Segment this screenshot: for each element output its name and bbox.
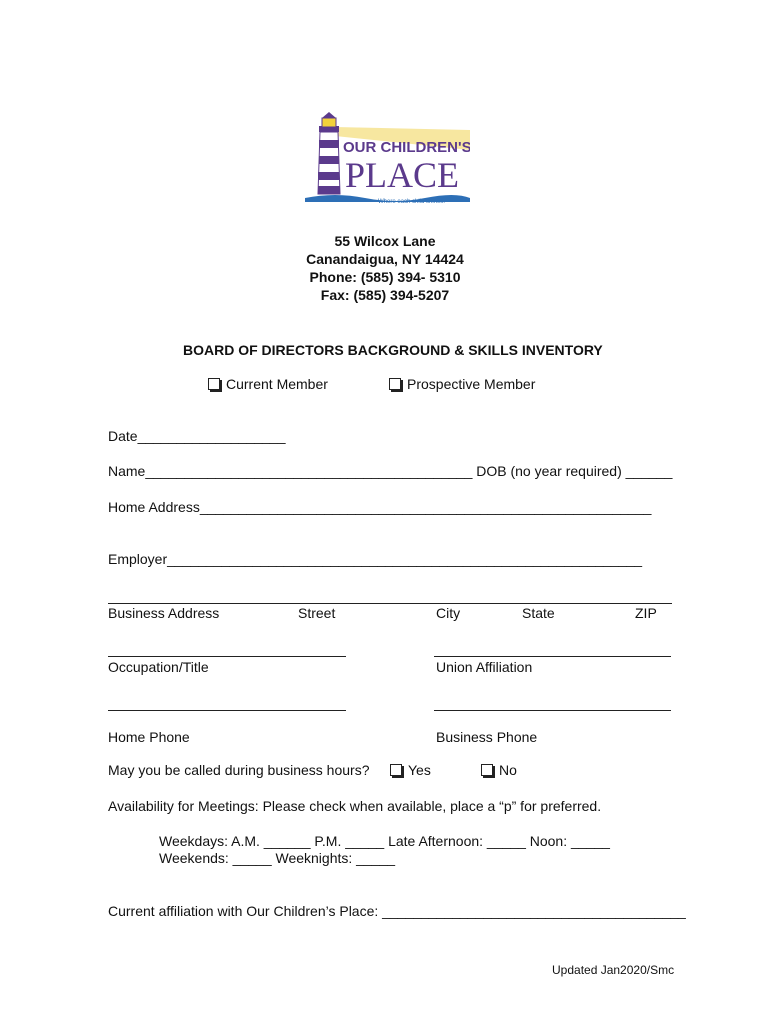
yes-label: Yes [408, 762, 431, 778]
yes-option[interactable] [390, 762, 431, 778]
prospective-member-option[interactable] [389, 376, 535, 392]
availability-instructions: Availability for Meetings: Please check when available, place a “p” for preferred. [108, 798, 602, 814]
street-label: Street [298, 605, 336, 621]
footer-updated: Updated Jan2020/Smc [552, 963, 675, 977]
called-question: May you be called during business hours? [108, 762, 370, 778]
employer-field[interactable]: Employer_____________________________________________________________ [108, 551, 643, 567]
address-city: Canandaigua, NY 14424 [306, 251, 464, 267]
no-label: No [499, 762, 517, 778]
city-label: City [436, 605, 461, 621]
svg-text:PLACE: PLACE [345, 155, 460, 195]
checkbox-icon[interactable] [208, 378, 220, 390]
address-fax: Fax: (585) 394-5207 [320, 287, 450, 303]
home-address-field[interactable]: Home Address__________________________________________________________ [108, 499, 652, 515]
lighthouse-icon [305, 112, 470, 207]
our-childrens-place-logo [305, 112, 470, 207]
checkbox-icon[interactable] [389, 378, 401, 390]
current-member-option[interactable] [208, 376, 328, 392]
prospective-member-label: Prospective Member [407, 376, 536, 392]
business-phone-line[interactable] [434, 710, 671, 711]
name-dob-field[interactable]: Name__________________________________________ DOB (no year required) ______ [108, 463, 673, 479]
home-phone-label: Home Phone [108, 729, 190, 745]
current-member-label: Current Member [226, 376, 328, 392]
occupation-line[interactable] [108, 656, 346, 657]
occupation-label: Occupation/Title [108, 659, 209, 675]
business-phone-label: Business Phone [436, 729, 538, 745]
weekdays-field[interactable]: Weekdays: A.M. ______ P.M. _____ Late Afternoon: _____ Noon: _____ [159, 833, 610, 849]
address-phone: Phone: (585) 394- 5310 [309, 269, 461, 285]
checkbox-icon[interactable] [481, 764, 493, 776]
form-title: BOARD OF DIRECTORS BACKGROUND & SKILLS INVENTORY [183, 342, 603, 358]
no-option[interactable] [481, 762, 517, 778]
weekends-field[interactable]: Weekends: _____ Weeknights: _____ [159, 850, 396, 866]
zip-label: ZIP [635, 605, 657, 621]
business-address-label: Business Address [108, 605, 220, 621]
union-label: Union Affiliation [436, 659, 533, 675]
date-field[interactable]: Date___________________ [108, 428, 286, 444]
state-label: State [522, 605, 555, 621]
address-street: 55 Wilcox Lane [334, 233, 436, 249]
checkbox-icon[interactable] [390, 764, 402, 776]
svg-text:Where each child shines.: Where each child shines. [378, 199, 446, 205]
current-affiliation-field[interactable]: Current affiliation with Our Children’s Place: _______________________________________ [108, 903, 686, 919]
svg-text:OUR CHILDREN'S: OUR CHILDREN'S [343, 139, 470, 156]
business-address-line[interactable] [108, 603, 672, 604]
union-line[interactable] [434, 656, 671, 657]
home-phone-line[interactable] [108, 710, 346, 711]
